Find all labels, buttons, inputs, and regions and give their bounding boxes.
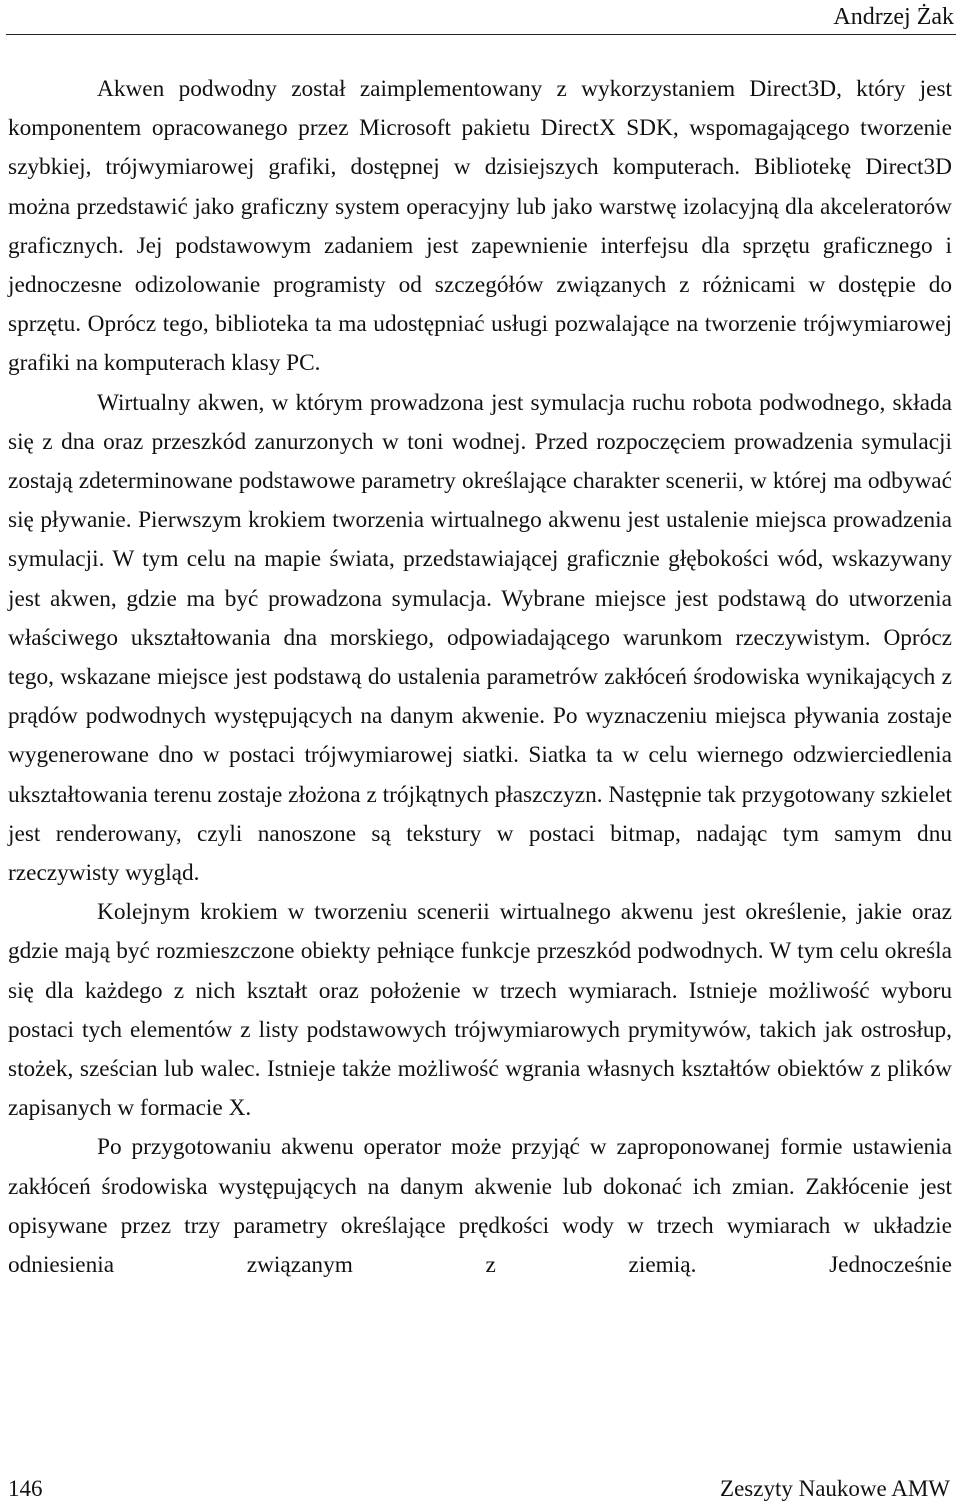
running-header-author: Andrzej Żak xyxy=(833,4,954,30)
page-number: 146 xyxy=(8,1476,43,1501)
page-footer xyxy=(8,1474,950,1504)
body-text xyxy=(8,70,952,1285)
paragraph-1: Akwen podwodny został zaimplementowany z wykorzystaniem Direct3D, który jest komponentem opracowanego przez Microsoft pakietu DirectX SDK, wspomagającego tworzenie szybkiej, trójwymiarowej grafiki, dostępnej w dzisiejszych komputerach. Bibliotekę Direct3D można przedstawić jako graficzny system operacyjny lub jako warstwę izolacyjną dla akceleratorów graficznych. Jej podstawowym zadaniem jest zapewnienie interfejsu dla sprzętu graficznego i jednoczesne odizolowanie programisty od szczegółów związanych z różnicami w dostępie do sprzętu. Oprócz tego, biblioteka ta ma udostępniać usługi pozwalające na tworzenie trójwymiarowej grafiki na komputerach klasy PC. xyxy=(8,76,952,377)
journal-name: Zeszyty Naukowe AMW xyxy=(720,1476,950,1501)
paragraph-4: Po przygotowaniu akwenu operator może przyjąć w zaproponowanej formie ustawienia zakłóceń środowiska występujących na danym akwenie lub dokonać ich zmian. Zakłócenie jest opisywane przez trzy parametry określające prędkości wody w trzech wymiarach w układzie odniesienia związanym z ziemią. Jednocześnie xyxy=(8,1134,952,1279)
paragraph-2: Wirtualny akwen, w którym prowadzona jest symulacja ruchu robota podwodnego, składa się z dna oraz przeszkód zanurzonych w toni wodnej. Przed rozpoczęciem prowadzenia symulacji zostają zdeterminowane podstawowe parametry określające charakter scenerii, w której ma odbywać się pływanie. Pierwszym krokiem tworzenia wirtualnego akwenu jest ustalenie miejsca prowadzenia symulacji. W tym celu na mapie świata, przedstawiającej graficznie głębokości wód, wskazywany jest akwen, gdzie ma być prowadzona symulacja. Wybrane miejsce jest podstawą do utworzenia właściwego ukształtowania dna morskiego, odpowiadającego warunkom rzeczywistym. Oprócz tego, wskazane miejsce jest podstawą do ustalenia parametrów zakłóceń środowiska wynikających z prądów podwodnych występujących na danym akwenie. Po wyznaczeniu miejsca pływania zostaje wygenerowane dno w postaci trójwymiarowej siatki. Siatka ta w celu wiernego odzwierciedlenia ukształtowania terenu zostaje złożona z trójkątnych płaszczyzn. Następnie tak przygotowany szkielet jest renderowany, czyli nanoszone są tekstury w postaci bitmap, nadając tym samym dnu rzeczywisty wygląd. xyxy=(8,389,952,887)
header-rule xyxy=(6,34,956,35)
paragraph-3: Kolejnym krokiem w tworzeniu scenerii wirtualnego akwenu jest określenie, jakie oraz gdzie mają być rozmieszczone obiekty pełniące funkcje przeszkód podwodnych. W tym celu określa się dla każdego z nich kształt oraz położenie w trzech wymiarach. Istnieje możliwość wyboru postaci tych elementów z listy podstawowych trójwymiarowych prymitywów, takich jak ostrosłup, stożek, sześcian lub walec. Istnieje także możliwość wgrania własnych kształtów obiektów z plików zapisanych w formacie X. xyxy=(8,899,952,1122)
